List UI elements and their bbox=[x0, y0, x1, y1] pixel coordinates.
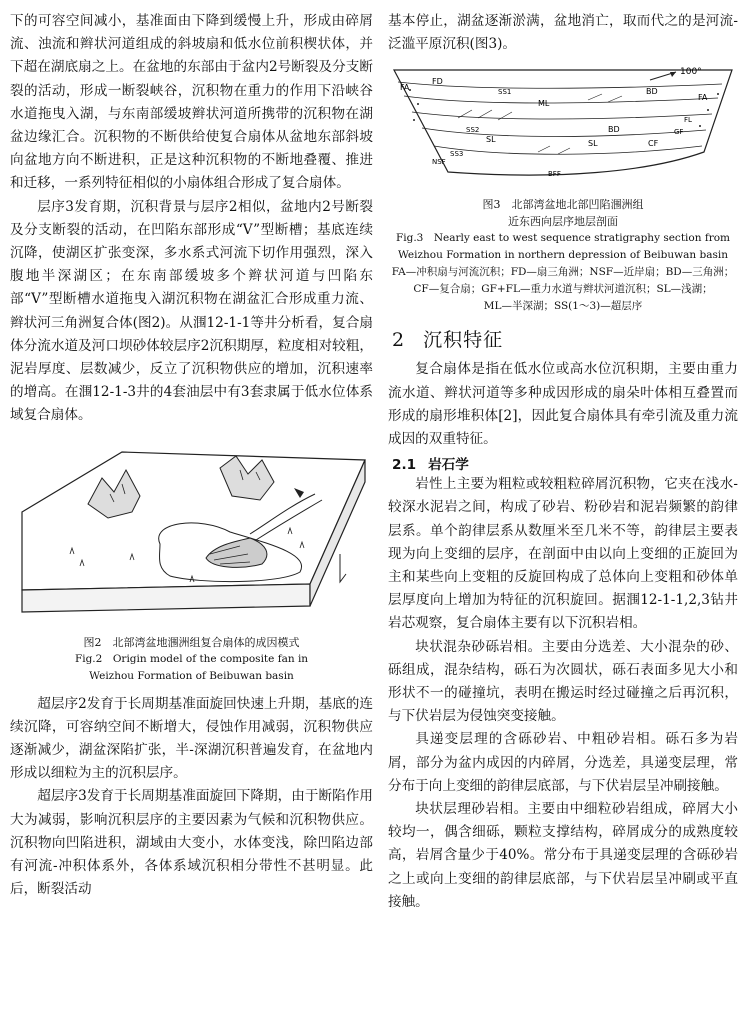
subsection-heading bbox=[392, 453, 738, 473]
fig3-caption-cn-2: 近东西向层序地层剖面 bbox=[508, 215, 618, 229]
fig2-top-surface bbox=[22, 452, 365, 590]
fig3-angle-label: 100° bbox=[680, 67, 702, 78]
fig3-legend-1: FA—冲积扇与河流沉积；FD—扇三角洲；NSF—近岸扇；BD—三角洲；CF—复合扇；GF+FL—重力水道与辫状河道沉积；SL—浅湖； bbox=[391, 266, 735, 296]
left-paragraph-3: 超层序2发育于长周期基准面旋回快速上升期，基底的连续沉降，可容纳空间不断增大，侵蚀作用减弱，沉积物供应逐渐减少，湖盆深陷扩张，半-深湖沉积普遍发育，在盆地内形成以细粒为主的沉积层序。 bbox=[10, 695, 373, 782]
fig3-section bbox=[388, 60, 738, 188]
fig3-label-cf: CF bbox=[648, 139, 659, 149]
right-paragraph-4: 块状混杂砂砾岩相。主要由分选差、大小混杂的砂、砾组成，混杂结构，砾石为次圆状，砾石表面多见大小和形状不一的碰撞坑，表明在搬运时经过碰撞之后再沉积，与下伏岩层为侵蚀突变接触。 bbox=[388, 638, 738, 725]
fig3-label-sl-1: SL bbox=[486, 135, 496, 145]
fig3-label-ml: ML bbox=[538, 99, 550, 109]
fig2-caption-cn: 图2 北部湾盆地涠洲组复合扇体的成因模式 bbox=[83, 635, 300, 649]
fig3-label-bd-1: BD bbox=[646, 87, 658, 97]
fig2-block-diagram bbox=[10, 434, 373, 630]
right-paragraph-6: 块状层理砂岩相。主要由中细粒砂岩组成，碎屑大小较均一，偶含细砾，颗粒支撑结构，碎屑成分的成熟度较高，岩屑含量少于40%。常分布于具递变层理的含砾砂岩之上或向上变细的韵律层底部，与下伏岩层呈冲刷或平直接触。 bbox=[388, 801, 738, 910]
fig3-legend-2: ML—半深湖；SS(1～3)—超层序 bbox=[483, 300, 643, 313]
subsection-number: 2.1 bbox=[392, 457, 417, 474]
fig3-label-ss2: SS2 bbox=[466, 126, 480, 135]
left-paragraph-2: 层序3发育期，沉积背景与层序2相似，盆地内2号断裂及分支断裂的活动，在凹陷东部形成“V”型断槽；基底连续沉降，使湖区扩张变深，多水系式河流下切作用强烈，深入腹地半深湖区；在东南部缓坡多个辫状河道与凹陷东部“V”型断槽水道拖曳入湖沉积物在湖盆汇合形成重力流、辫状河三角洲复合体(图2)。从涠12-1-1等井分析看，复合扇体分流水道及河口坝砂体较层序2沉积期厚，粒度相对较粗，泥岩厚度、层数减少，反立了沉积物供应的增加，沉积速率的增高。在涠12-1-3井的4套油层中有3套隶属于低水位体系域复合扇体。 bbox=[10, 198, 373, 424]
fig3-caption-en-2: Weizhou Formation in northern depression of Beibuwan basin bbox=[398, 249, 728, 262]
right-paragraph-3: 岩性上主要为粗粒或较粗粒碎屑沉积物，它夹在浅水-较深水泥岩之间，构成了砂岩、粉砂岩和泥岩频繁的韵律层系。单个韵律层系从数厘米至几米不等，韵律层主要表现为向上变细的层序，在剖面中由以向上变细的正旋回为主和某些向上变粗的反旋回构成了总体向上变粗和砂体单层厚度向上增加为特征的沉积旋回。据涠12-1-1,2,3钻井岩芯观察，复合扇体主要有以下沉积岩相。 bbox=[388, 476, 738, 632]
fig3-label-fd: FD bbox=[432, 77, 443, 87]
fig2-caption-en-2: Weizhou Formation of Beibuwan basin bbox=[89, 669, 294, 682]
left-column bbox=[10, 10, 373, 901]
fig3-label-fa-left: FA bbox=[400, 83, 410, 93]
section-number: 2 bbox=[392, 329, 406, 352]
section-heading bbox=[392, 325, 738, 352]
fig3-label-fl: FL bbox=[684, 116, 692, 125]
right-paragraph-1: 基本停止，湖盆逐渐淤满，盆地消亡，取而代之的是河流-泛滥平原沉积(图3)。 bbox=[388, 13, 738, 53]
section-title: 沉积特征 bbox=[423, 329, 504, 352]
right-paragraph-5: 具递变层理的含砾砂岩、中粗砂岩相。砾石多为岩屑，部分为盆内成因的内碎屑，分选差，具递变层理，常分布于向上变细的韵律层底部，与下伏岩层呈冲刷接触。 bbox=[388, 731, 738, 794]
fig3-label-ss3: SS3 bbox=[450, 150, 464, 159]
fig3-label-sl-2: SL bbox=[588, 139, 598, 149]
fig3-label-bff: BFF bbox=[548, 170, 561, 179]
fig3-caption-cn-1: 图3 北部湾盆地北部凹陷涠洲组 bbox=[482, 198, 644, 212]
fig3-label-gf: GF bbox=[674, 128, 684, 137]
fig3-caption-en-1: Fig.3 Nearly east to west sequence stratigraphy section from bbox=[395, 232, 731, 245]
figure-2 bbox=[10, 434, 373, 685]
left-paragraph-4: 超层序3发育于长周期基准面旋回下降期，由于断陷作用大为减弱，影响沉积层序的主要因素为气候和沉积物供应。沉积物向凹陷进积，湖域由大变小，水体变浅，除凹陷边部有河流-冲积体系外，各体系域沉积相分带性不甚明显。此后，断裂活动 bbox=[10, 788, 373, 898]
right-column bbox=[388, 10, 738, 914]
subsection-title: 岩石学 bbox=[428, 457, 469, 474]
fig3-label-fa-right: FA bbox=[698, 93, 708, 103]
fig3-label-ss1: SS1 bbox=[498, 88, 512, 97]
fig3-label-bd-2: BD bbox=[608, 125, 620, 135]
right-paragraph-2: 复合扇体是指在低水位或高水位沉积期，主要由重力流水道、辫状河道等多种成因形成的扇朵叶体相互叠置而形成的扇形堆积体[2]，因此复合扇体具有牵引流及重力流成因的双重特征。 bbox=[388, 361, 738, 448]
fig3-label-nsf: NSF bbox=[432, 158, 446, 167]
figure-3 bbox=[388, 60, 738, 315]
fig2-caption-en-1: Fig.2 Origin model of the composite fan in bbox=[74, 652, 309, 665]
left-paragraph-1: 下的可容空间减小，基准面由下降到缓慢上升，形成由碎屑流、浊流和辫状河道组成的斜坡扇和低水位前积楔状体，并下超在湖底扇之上。在盆地的东部由于盆内2号断裂及分支断裂的活动，形成一断裂峡谷，沉积物在重力的作用下沿峡谷水道拖曳入湖，与东南部缓坡辫状河道所携带的沉积物在湖盆边缘汇合。沉积物的不断供给使复合扇体从盆地东部斜坡向盆地方向不断进积，正是这种沉积物的不断地叠覆、推进和迁移，一系列特征相似的小扇体组合形成了复合扇体。 bbox=[10, 13, 373, 192]
